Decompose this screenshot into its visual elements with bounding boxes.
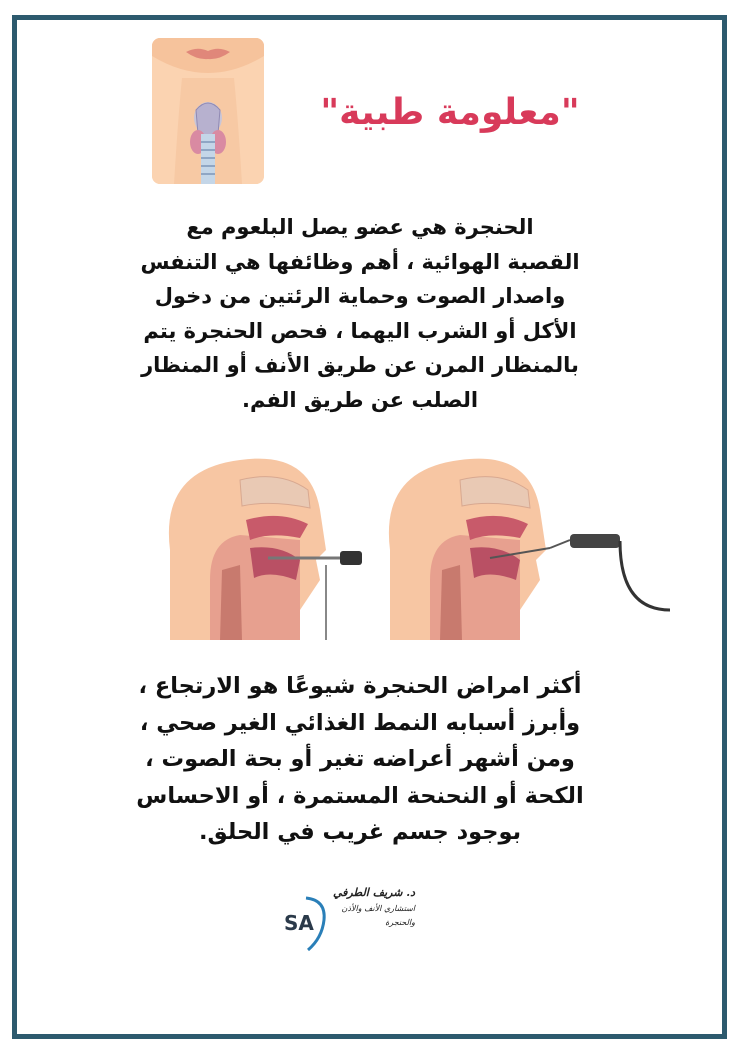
text-line: بوجود جسم غريب في الحلق.: [198, 819, 522, 845]
flexible-scope-head-diagram: [389, 459, 670, 640]
doctor-role-specialty: والحنجرة: [385, 918, 415, 927]
text-line: أكثر امراض الحنجرة شيوعًا هو الارتجاع ،: [138, 673, 582, 699]
page-title: "معلومة طبية": [320, 92, 580, 133]
doctor-name: د. شريف الطرفي: [332, 886, 415, 899]
rigid-scope-head-diagram: [169, 459, 362, 640]
text-line: وأبرز أسبابه النمط الغذائي الغير صحي ،: [139, 709, 581, 736]
text-line: الكحة أو النحنحة المستمرة ، أو الاحساس: [136, 782, 584, 809]
doctor-role: استشاري الأنف والأذن: [341, 904, 415, 913]
text-line: بالمنظار المرن عن طريق الأنف أو المنظار: [141, 353, 579, 377]
paragraph-reflux: [70, 668, 650, 851]
text-line: القصبة الهوائية ، أهم وظائفها هي التنفس: [140, 249, 580, 274]
text-line: الأكل أو الشرب اليهما ، فحص الحنجرة يتم: [143, 318, 577, 343]
paragraph-larynx-definition: [90, 210, 630, 417]
throat-illustration: [152, 38, 264, 184]
text-line: واصدار الصوت وحماية الرئتين من دخول: [154, 284, 566, 308]
endoscopy-illustration: [150, 440, 670, 640]
text-line: ومن أشهر أعراضه تغير أو بحة الصوت ،: [145, 746, 575, 772]
text-line: الحنجرة هي عضو يصل البلعوم مع: [186, 215, 534, 239]
text-line: الصلب عن طريق الفم.: [241, 387, 479, 412]
logo-monogram: SA: [284, 911, 314, 935]
